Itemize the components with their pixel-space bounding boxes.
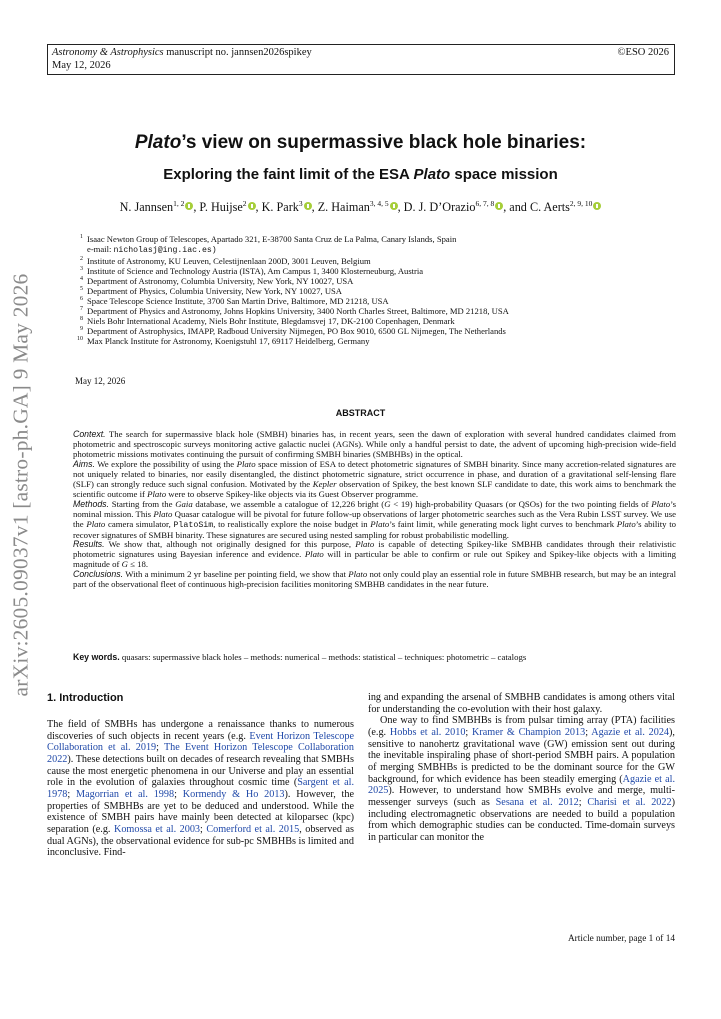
citation-link[interactable]: Sesana et al. 2012	[495, 796, 579, 808]
subtitle-italic: Plato	[413, 166, 451, 183]
body-text: The field of SMBHs has undergone a renaissance thanks to numerous discoveries of such objects in recent years (e.g.	[47, 719, 354, 742]
results-text: is capable of detecting Spikey-like SMBHB candidates through their relativistic photometric signatures using Bayesian inference and evidence.	[73, 539, 676, 560]
header-date: May 12, 2026	[52, 60, 111, 71]
author-list	[0, 199, 721, 215]
affiliation-number: 7	[80, 306, 83, 312]
aims-label: Aims.	[73, 458, 95, 469]
methods-plato: Plato	[616, 518, 636, 529]
affiliation-number: 10	[77, 336, 83, 342]
body-column-left	[47, 719, 354, 859]
aims-text: space mission of ESA to detect photometric signatures of SMBH binarity. Since many accretion-related signatures are not uniquely related to binaries, nor easily disentangled, the distinct photometric signature, strict occurrence in phase, and duration of a gravitational self-lensing flare (SLF) can strongly reduce such signal confusion. Motivated by the	[73, 458, 676, 489]
methods-text: , to realistically explore the noise budget in	[213, 518, 371, 529]
author-separator: , and	[503, 200, 530, 215]
body-text: ;	[585, 726, 592, 738]
affiliation-item	[75, 266, 675, 276]
orcid-icon[interactable]	[390, 202, 398, 210]
citation-link[interactable]: Kramer & Champion 2013	[472, 726, 586, 738]
affiliation-item	[75, 336, 675, 346]
orcid-icon[interactable]	[304, 202, 312, 210]
results-plato: Plato	[355, 539, 375, 550]
title-rest: ’s view on supermassive black hole binaries:	[181, 132, 587, 153]
citation-link[interactable]: Comerford et al. 2015	[206, 823, 300, 835]
affiliation-text: Department of Astrophysics, IMAPP, Radboud University Nijmegen, PO Box 9010, 6500 GL Nijmegen, The Netherlands	[87, 326, 506, 336]
methods-gaia: Gaia	[175, 498, 193, 509]
email-line	[75, 244, 675, 256]
abstract	[73, 430, 676, 590]
body-text: One way to find SMBHBs is from pulsar timing array (PTA) facilities (e.g.	[368, 715, 675, 738]
body-text: ). These detections built on decades of research revealing that SMBHs cause the most energetic phenomena in our Universe and play an essential role in the evolution of galaxies throughout cosmic time (	[47, 753, 354, 789]
section-heading-introduction: 1. Introduction	[47, 692, 124, 704]
methods-text: ’s faint limit, while generating mock light curves to benchmark	[389, 518, 617, 529]
affiliation-text: Institute of Science and Technology Austria (ISTA), Am Campus 1, 3400 Klosterneuburg, Austria	[87, 266, 424, 276]
citation-link[interactable]: Kormendy & Ho 2013	[182, 788, 285, 800]
affiliation-number: 6	[80, 296, 83, 302]
author-affiliation-numbers: 3	[298, 199, 303, 208]
keywords	[73, 652, 676, 662]
citation-link[interactable]: Hobbs et al. 2010	[389, 726, 466, 738]
citation-link[interactable]: The Event Horizon Telescope Collaboration 2022	[47, 742, 354, 765]
methods-plato: Plato	[370, 518, 390, 529]
affiliation-text: Institute of Astronomy, KU Leuven, Celestijnenlaan 200D, 3001 Leuven, Belgium	[87, 256, 371, 266]
results-label: Results.	[73, 539, 105, 550]
author	[120, 200, 194, 214]
aims-text: observation of Spikey, the best known SLF candidate to date, this work aims to benchmark the scientific outcome if	[73, 478, 676, 499]
affiliation-number: 5	[80, 286, 83, 292]
body-text: ), sensitive to nanohertz gravitational wave (GW) emission sent out during the inevitable inspiraling phase of short-period SMBH pairs. A population of merging SMBHBs is predicted to be the dominant source for the GW background, for which evidence has been steadily emerging (	[368, 726, 675, 785]
results-plato: Plato	[304, 549, 324, 560]
body-text: ). However, to understand how SMBHs evolve and merge, multi-messenger surveys (such as	[368, 785, 675, 808]
subtitle-after: space mission	[450, 166, 558, 183]
body-text: ;	[156, 742, 164, 754]
affiliation-text: Department of Physics, Columbia University, New York, NY 10027, USA	[87, 286, 343, 296]
body-text: ;	[174, 788, 183, 800]
author-separator: ,	[255, 200, 262, 215]
context-label: Context.	[73, 429, 106, 439]
affiliation-text: Isaac Newton Group of Telescopes, Apartado 321, E-38700 Santa Cruz de La Palma, Canary Islands, Spain	[87, 234, 457, 244]
methods-text: database, we assemble a catalogue of 12,226 bright (	[192, 498, 385, 509]
author-separator: ,	[193, 200, 200, 215]
author	[199, 200, 255, 214]
citation-link[interactable]: Agazie et al. 2025	[368, 773, 675, 797]
citation-link[interactable]: Agazie et al. 2024	[591, 726, 670, 738]
affiliation-item	[75, 256, 675, 266]
affiliation-text: Max Planck Institute for Astronomy, Koenigstuhl 17, 69117 Heidelberg, Germany	[87, 336, 370, 346]
methods-g: G	[384, 498, 391, 509]
platosim-name: PlatoSim	[173, 520, 214, 530]
body-text: ;	[465, 726, 473, 738]
author-name: D. J. D’Orazio	[403, 200, 476, 215]
author-affiliation-numbers: 3, 4, 5	[369, 199, 389, 208]
affiliation-text: Department of Physics and Astronomy, Johns Hopkins University, 3400 North Charles Street, Baltimore, MD 21218, USA	[87, 306, 509, 316]
author-name: C. Aerts	[529, 200, 570, 215]
author-name: K. Park	[261, 200, 299, 215]
abstract-heading: ABSTRACT	[335, 408, 386, 418]
affiliation-item	[75, 276, 675, 286]
body-text: ). However, the properties of SMBHBs are yet to be deduced and understood. While the existence of SMBH pairs have mainly been detected at kiloparsec (kpc) separation (e.g.	[47, 788, 354, 835]
methods-plato: Plato	[651, 498, 671, 509]
author-affiliation-numbers: 2	[242, 199, 247, 208]
body-column-right	[368, 692, 675, 844]
affiliation-item	[75, 316, 675, 326]
orcid-icon[interactable]	[593, 202, 601, 210]
body-text: , observed as dual AGNs), the observational evidence for sub-pc SMBHBs is limited and inconclusive. Find-	[47, 823, 354, 859]
conclusions-plato: Plato	[348, 569, 368, 580]
citation-link[interactable]: Event Horizon Telescope Collaboration et al. 2019	[47, 730, 355, 754]
affiliation-text: Department of Astronomy, Columbia University, New York, NY 10027, USA	[87, 276, 354, 286]
affiliation-item	[75, 286, 675, 296]
paper-title	[0, 132, 721, 154]
author-affiliation-numbers: 2, 9, 10	[569, 199, 593, 208]
conclusions-text: With a minimum 2 yr baseline per pointing field, we show that	[123, 569, 349, 580]
affiliation-number: 9	[80, 326, 83, 332]
affiliation-item	[75, 306, 675, 316]
affiliation-number: 1	[80, 234, 83, 240]
citation-link[interactable]: Sargent et al. 1978	[47, 777, 355, 800]
aims-text: were to observe Spikey-like objects via its Guest Observer programme.	[166, 488, 419, 499]
author-name: P. Huijse	[199, 200, 243, 215]
body-text: ;	[578, 796, 588, 808]
methods-plato: Plato	[153, 508, 173, 519]
author-affiliation-numbers: 1, 2	[173, 199, 185, 208]
author-separator: ,	[311, 200, 318, 215]
affiliations	[75, 234, 675, 346]
subtitle-before: Exploring the faint limit of the ESA	[163, 166, 414, 183]
author	[530, 200, 601, 214]
affiliation-text: Space Telescope Science Institute, 3700 San Martin Drive, Baltimore, MD 21218, USA	[87, 296, 389, 306]
aims-plato: Plato	[147, 488, 167, 499]
citation-link[interactable]: Komossa et al. 2003	[113, 823, 201, 835]
citation-link[interactable]: Charisi et al. 2022	[587, 796, 672, 808]
methods-plato: Plato	[86, 518, 106, 529]
results-text: We show that, although not originally designed for this purpose,	[104, 539, 356, 550]
methods-label: Methods.	[73, 498, 109, 509]
submission-date: May 12, 2026	[75, 376, 126, 386]
methods-text: Quasar catalogue will be pivotal for future follow-up observations of larger photometric searches such as the Vera Rubin LSST survey. We use the	[73, 508, 676, 529]
author	[318, 200, 398, 214]
title-italic: Plato	[134, 132, 182, 153]
methods-text: ’s nominal mission. This	[73, 498, 677, 519]
author-name: N. Jannsen	[119, 200, 174, 215]
orcid-icon[interactable]	[248, 202, 256, 210]
conclusions-label: Conclusions.	[73, 569, 124, 580]
body-paragraph: ing and expanding the arsenal of SMBHB candidates is among others vital for understanding the co-evolution with their host galaxy.	[368, 692, 675, 715]
copyright: ©ESO 2026	[617, 47, 669, 58]
keywords-label: Key words.	[73, 652, 120, 662]
arxiv-identifier: arXiv:2605.09037v1 [astro-ph.GA] 9 May 2026	[8, 273, 33, 697]
affiliation-number: 3	[80, 266, 83, 272]
aims-plato: Plato	[236, 458, 256, 469]
manuscript-header-box	[47, 44, 675, 75]
results-text: ≤ 18.	[127, 559, 149, 570]
body-text: ) including electromagnetic observations are needed to build a population from which demographic studies can be conducted. Time-domain surveys in particular can monitor the	[368, 796, 675, 843]
journal-name: Astronomy & Astrophysics	[52, 47, 164, 58]
body-text: ;	[200, 823, 207, 835]
aims-kepler: Kepler	[312, 478, 337, 489]
author-affiliation-numbers: 6, 7, 8	[475, 199, 495, 208]
paper-subtitle	[0, 166, 721, 183]
results-text: will in particular be able to confirm or rule out Spikey and Spikey-like objects with a limiting magnitude of	[73, 549, 676, 570]
affiliation-number: 4	[80, 276, 83, 282]
affiliation-number: 2	[80, 256, 83, 262]
manuscript-info	[52, 47, 312, 58]
methods-text: ’s ability to recover signatures of SMBH binarity. These signatures are secured using nested sampling for robust probabilistic modelling.	[73, 518, 677, 540]
affiliation-text: Niels Bohr International Academy, Niels Bohr Institute, Blegdamsvej 17, DK-2100 Copenhagen, Denmark	[87, 316, 455, 326]
methods-text: < 19) high-probability Quasars (or QSOs) for the two pointing fields of	[390, 498, 652, 509]
orcid-icon[interactable]	[495, 202, 503, 210]
affiliation-item	[75, 296, 675, 306]
email-address[interactable]: nicholasj@ing.iac.es)	[113, 246, 217, 255]
affiliation-item	[75, 326, 675, 336]
email-label: e-mail:	[87, 244, 114, 254]
manuscript-number: manuscript no. jannsen2026spikey	[166, 47, 312, 58]
aims-text: We explore the possibility of using the	[94, 458, 237, 469]
author	[404, 200, 504, 214]
keywords-text: quasars: supermassive black holes – methods: numerical – methods: statistical – techniques: photometric – catalogs	[119, 652, 527, 662]
citation-link[interactable]: Magorrian et al. 1998	[76, 788, 175, 800]
page-footer: Article number, page 1 of 14	[567, 934, 675, 944]
affiliation-number: 8	[80, 316, 83, 322]
body-text: ;	[67, 788, 77, 800]
methods-text: Starting from the	[109, 498, 176, 509]
affiliation-item	[75, 234, 675, 244]
conclusions-text: not only could play an essential role in future SMBHB research, but may be an integral part of the observational fleet of continuous high-precision facilities monitoring SMBHB candidates in the near future.	[73, 569, 677, 590]
author-separator: ,	[397, 200, 404, 215]
results-g: G	[121, 559, 128, 570]
context-text: The search for supermassive black hole (SMBH) binaries has, in recent years, seen the dawn of exploration with several hundred candidates claimed from photometric and spectroscopic surveys monitoring active galactic nuclei (AGNs). While only a handful persist to date, the advent of upcoming high-precision wide-field photometric missions motivates continuing the pursuit of confirming SMBH binaries (SMBHBs) in the optical.	[73, 429, 676, 459]
author	[262, 200, 312, 214]
arxiv-stamp	[2, 270, 40, 700]
methods-text: camera simulator,	[105, 518, 174, 529]
author-name: Z. Haiman	[317, 200, 370, 215]
